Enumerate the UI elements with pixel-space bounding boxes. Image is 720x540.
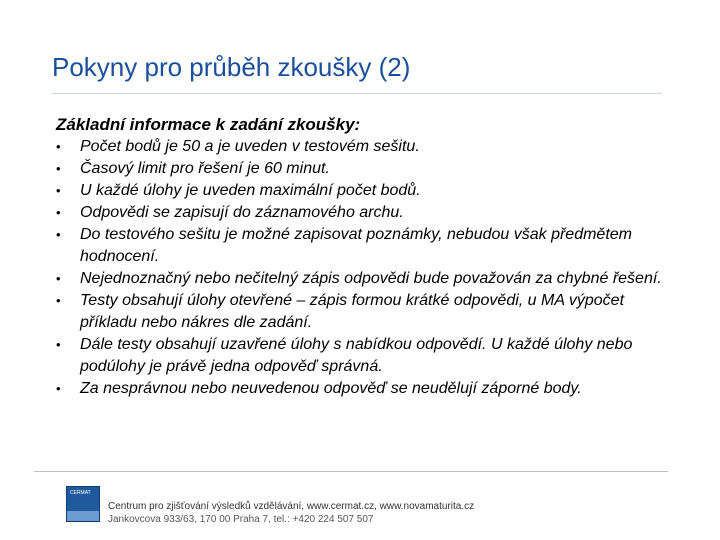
- bullet-icon: •: [56, 271, 61, 286]
- list-item-text: Testy obsahují úlohy otevřené – zápis formou krátké odpovědi, u MA výpočet příkladu nebo nákres dle zadání.: [80, 292, 625, 331]
- bullet-icon: •: [56, 381, 61, 396]
- bullet-icon: •: [56, 183, 61, 198]
- list-item-text: Nejednoznačný nebo nečitelný zápis odpovědi bude považován za chybné řešení.: [80, 270, 662, 287]
- bullet-icon: •: [56, 161, 61, 176]
- logo-text: CERMAT: [70, 490, 91, 496]
- content-block: [56, 114, 676, 400]
- bullet-icon: •: [56, 293, 61, 308]
- footer-line-address: Jankovcova 933/63, 170 00 Praha 7, tel.: +420 224 507 507: [108, 514, 374, 525]
- list-item: [56, 180, 676, 202]
- footer-divider: [34, 471, 668, 472]
- list-item: [56, 378, 676, 400]
- title-divider: [52, 93, 662, 94]
- cermat-logo: [66, 486, 100, 522]
- content-heading: Základní informace k zadání zkoušky:: [56, 115, 361, 134]
- list-item: [56, 202, 676, 224]
- bullet-icon: •: [56, 227, 61, 242]
- page-title: Pokyny pro průběh zkoušky (2): [52, 52, 411, 82]
- bullet-icon: •: [56, 337, 61, 352]
- bullet-list: [56, 136, 676, 400]
- bullet-icon: •: [56, 205, 61, 220]
- list-item-text: Za nesprávnou nebo neuvedenou odpověď se neudělují záporné body.: [80, 380, 582, 397]
- list-item-text: Počet bodů je 50 a je uveden v testovém sešitu.: [80, 138, 420, 155]
- footer-text: [108, 500, 474, 526]
- list-item-text: Do testového sešitu je možné zapisovat poznámky, nebudou však předmětem hodnocení.: [80, 226, 632, 265]
- list-item: [56, 268, 676, 290]
- logo-stripe: [67, 511, 99, 521]
- list-item: [56, 290, 676, 334]
- list-item-text: Dále testy obsahují uzavřené úlohy s nabídkou odpovědí. U každé úlohy nebo podúlohy je právě jedna odpověď správná.: [80, 336, 633, 375]
- list-item-text: Odpovědi se zapisují do záznamového archu.: [80, 204, 404, 221]
- list-item: [56, 334, 676, 378]
- footer-line-organization: Centrum pro zjišťování výsledků vzdělávání, www.cermat.cz, www.novamaturita.cz: [108, 501, 475, 512]
- bullet-icon: •: [56, 139, 61, 154]
- list-item: [56, 224, 676, 268]
- list-item: [56, 158, 676, 180]
- list-item: [56, 136, 676, 158]
- list-item-text: U každé úlohy je uveden maximální počet bodů.: [80, 182, 421, 199]
- list-item-text: Časový limit pro řešení je 60 minut.: [80, 160, 330, 177]
